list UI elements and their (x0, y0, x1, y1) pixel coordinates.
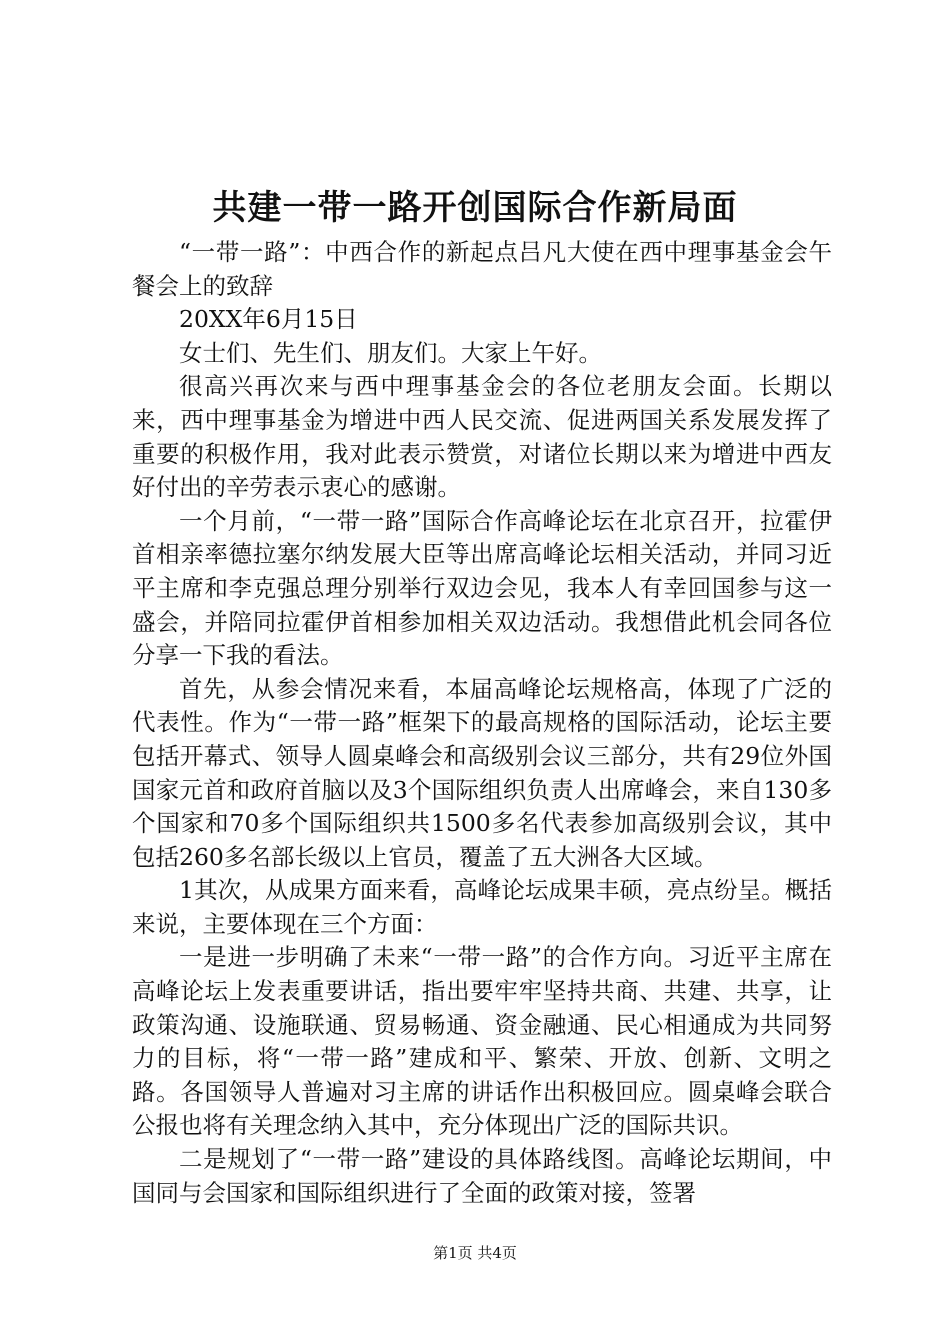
paragraph-greeting: 女士们、先生们、朋友们。大家上午好。 (179, 338, 602, 367)
paragraph-direction: 一是进一步明确了未来“一带一路”的合作方向。习近平主席在高峰论坛上发表重要讲话，指出要牢牢坚持共商、共建、共享，让政策沟通、设施联通、贸易畅通、资金融通、民心相通成为共同努力的目标，将“一带一路”建成和平、繁荣、开放、创新、文明之路。各国领导人普遍对习主席的讲话作出积极回应。圆桌峰会联合公报也将有关理念纳入其中，充分体现出广泛的国际共识。 (132, 943, 832, 1140)
paragraph-forum: 一个月前，“一带一路”国际合作高峰论坛在北京召开，拉霍伊首相亲率德拉塞尔纳发展大臣等出席高峰论坛相关活动，并同习近平主席和李克强总理分别举行双边会见，我本人有幸回国参与这一盛会，并陪同拉霍伊首相参加相关双边活动。我想借此机会同各位分享一下我的看法。 (132, 506, 832, 670)
paragraph-intro: 很高兴再次来与西中理事基金会的各位老朋友会面。长期以来，西中理事基金为增进中西人民交流、促进两国关系发展发挥了重要的积极作用，我对此表示赞赏，对诸位长期以来为增进中西友好付出的辛劳表示衷心的感谢。 (132, 372, 832, 502)
page-footer: 第1页 共4页 (433, 1244, 517, 1262)
paragraph-second-point: 1其次，从成果方面来看，高峰论坛成果丰硕，亮点纷呈。概括来说，主要体现在三个方面： (132, 876, 832, 938)
document-title: 共建一带一路开创国际合作新局面 (212, 188, 738, 228)
paragraph-subtitle: “一带一路”：中西合作的新起点吕凡大使在西中理事基金会午餐会上的致辞 (132, 238, 832, 300)
document-body (132, 236, 832, 1210)
paragraph-first-point: 首先，从参会情况来看，本届高峰论坛规格高，体现了广泛的代表性。作为“一带一路”框架下的最高规格的国际活动，论坛主要包括开幕式、领导人圆桌峰会和高级别会议三部分，共有29位外国国家元首和政府首脑以及3个国际组织负责人出席峰会，来自130多个国家和70多个国际组织共1500多名代表参加高级别会议，其中包括260多名部长级以上官员，覆盖了五大洲各大区域。 (132, 674, 832, 871)
paragraph-date: 20XX年6月15日 (179, 305, 358, 334)
paragraph-roadmap: 二是规划了“一带一路”建设的具体路线图。高峰论坛期间，中国同与会国家和国际组织进行了全面的政策对接，签署 (132, 1145, 832, 1207)
